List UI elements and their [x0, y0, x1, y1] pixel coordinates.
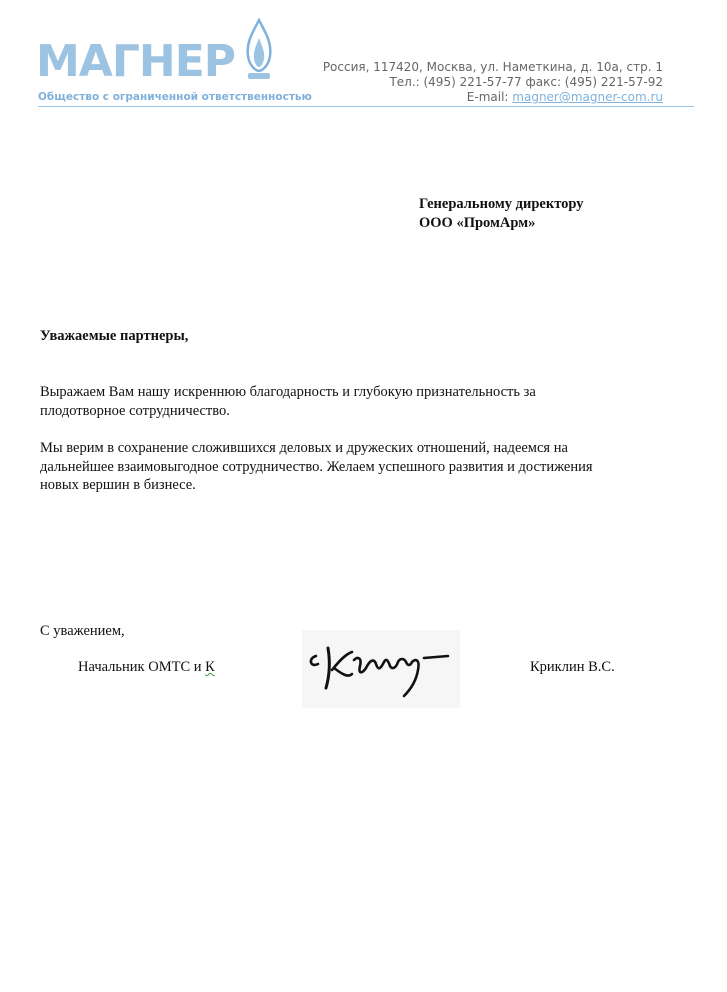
- email-link[interactable]: magner@magner-com.ru: [512, 90, 663, 104]
- recipient-title: Генеральному директору: [419, 196, 584, 212]
- recipient-company: ООО «ПромАрм»: [419, 215, 536, 231]
- paragraph-thanks: [40, 383, 680, 420]
- position-text: Начальник ОМТС и: [78, 659, 206, 675]
- paragraph-line: Мы верим в сохранение сложившихся деловых и дружеских отношений, надеемся на: [40, 440, 568, 456]
- recipient-block: [419, 195, 584, 233]
- company-logo: МАГНЕР: [36, 36, 236, 87]
- company-type: Общество с ограниченной ответственностью: [38, 91, 312, 103]
- paragraph-line: плодотворное сотрудничество.: [40, 402, 230, 419]
- greeting: Уважаемые партнеры,: [40, 328, 189, 344]
- signer-name: Криклин В.С.: [530, 659, 615, 675]
- closing-regards: С уважением,: [40, 623, 125, 639]
- email-label: E-mail:: [466, 90, 513, 104]
- paragraph-line: Выражаем Вам нашу искреннюю благодарность и глубокую признательность за: [40, 384, 536, 400]
- paragraph-line: новых вершин в бизнесе.: [40, 477, 196, 493]
- phones: Тел.: (495) 221-57-77 факс: (495) 221-57-92: [389, 75, 663, 89]
- paragraph-wishes: [40, 439, 680, 495]
- paragraph-line: дальнейшее взаимовыгодное сотрудничество. Желаем успешного развития и достижения: [40, 458, 593, 475]
- signer-position: [78, 658, 215, 677]
- position-abbrev: К: [205, 659, 215, 675]
- email-line: [323, 90, 663, 105]
- gas-flame-icon: [244, 18, 274, 82]
- address: Россия, 117420, Москва, ул. Наметкина, д. 10а, стр. 1: [322, 60, 663, 74]
- contact-block: [323, 60, 663, 105]
- handwritten-signature: [302, 630, 460, 708]
- header-divider: [38, 106, 694, 107]
